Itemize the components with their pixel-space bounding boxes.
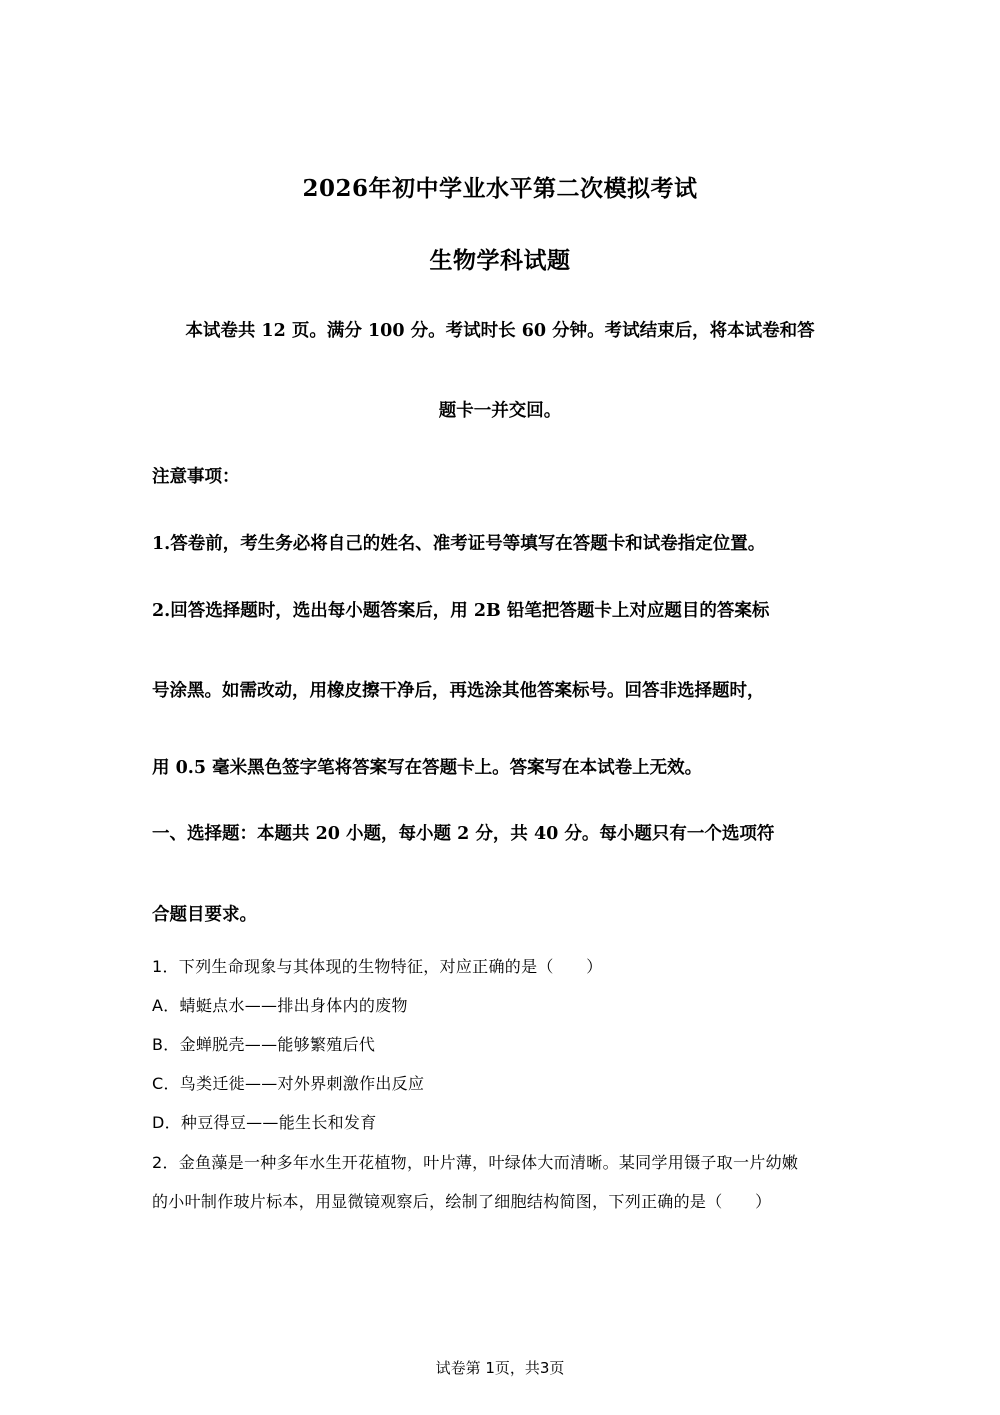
section-heading-line-2: 合题目要求。 — [152, 905, 257, 925]
intro-line-2: 题卡一并交回。 — [438, 401, 562, 421]
notice-item-2-line-2: 号涂黑。如需改动，用橡皮擦干净后，再选涂其他答案标号。回答非选择题时， — [152, 681, 765, 701]
notice-item-2-line-3: 用 0.5 毫米黑色签字笔将答案写在答题卡上。答案写在本试卷上无效。 — [152, 758, 703, 778]
question-1-option-b: B．金蝉脱壳——能够繁殖后代 — [152, 1035, 376, 1054]
exam-title: 2026年初中学业水平第二次模拟考试 — [302, 175, 698, 202]
intro-line-1: 本试卷共 12 页。满分 100 分。考试时长 60 分钟。考试结束后，将本试卷和答 — [185, 321, 815, 341]
question-1-option-c: C．鸟类迁徙——对外界刺激作出反应 — [152, 1074, 425, 1093]
exam-subtitle: 生物学科试题 — [429, 247, 571, 274]
notice-item-1: 1.答卷前，考生务必将自己的姓名、准考证号等填写在答题卡和试卷指定位置。 — [152, 534, 766, 554]
question-1-option-d: D．种豆得豆——能生长和发育 — [152, 1113, 377, 1132]
notice-heading: 注意事项： — [152, 467, 240, 487]
question-1-option-a: A．蜻蜓点水——排出身体内的废物 — [152, 996, 408, 1015]
notice-item-2-line-1: 2.回答选择题时，选出每小题答案后，用 2B 铅笔把答题卡上对应题目的答案标 — [152, 601, 770, 621]
question-2-stem-line-2: 的小叶制作玻片标本，用显微镜观察后，绘制了细胞结构简图，下列正确的是（ ） — [152, 1192, 772, 1211]
page-footer: 试卷第 1页，共3页 — [435, 1359, 565, 1377]
section-heading-line-1: 一、选择题：本题共 20 小题，每小题 2 分，共 40 分。每小题只有一个选项符 — [152, 824, 775, 844]
question-1-stem: 1．下列生命现象与其体现的生物特征，对应正确的是（ ） — [152, 957, 603, 976]
question-2-stem-line-1: 2．金鱼藻是一种多年水生开花植物，叶片薄，叶绿体大而清晰。某同学用镊子取一片幼嫩 — [152, 1153, 799, 1172]
